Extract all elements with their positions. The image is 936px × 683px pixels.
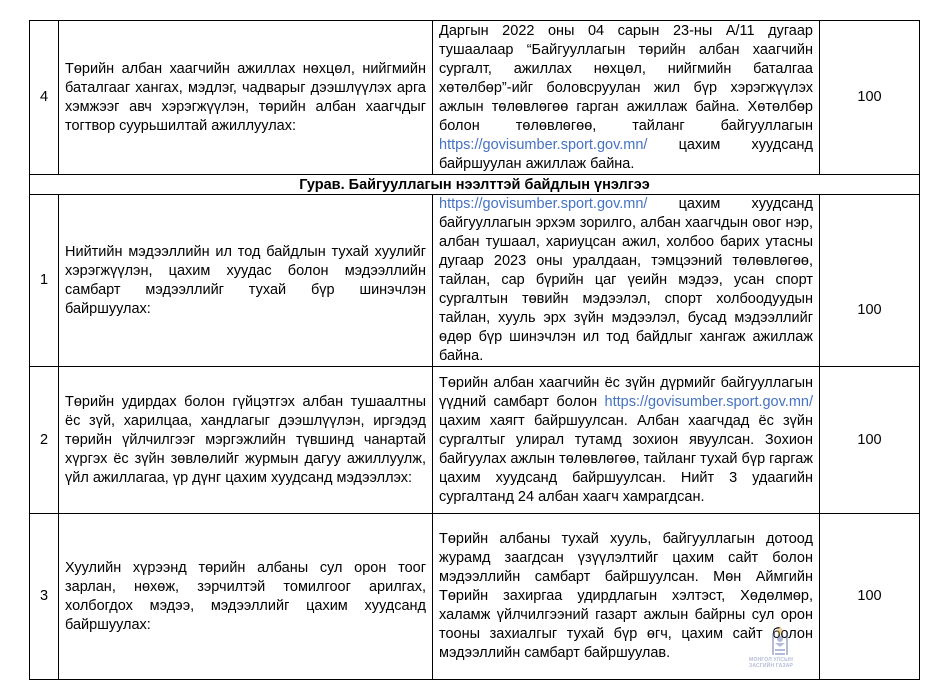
detail-text-end: цахим хаягт байршуулсан. Албан хаагчдад ёс зүйн сургалтыг улирал тутамд зохион явуулсан. Зохион байгуулах ажлын төлөвлөгөө, тайланг тухай бүр гаргаж цахим хуудсанд байршуулсан. Нийт 3 удаагийн сургалтанд 24 албан хаагч хамрагдсан.: [439, 412, 813, 505]
table-row: [30, 514, 920, 680]
implementation-detail: [433, 195, 820, 367]
watermark-line-2: ЗАСГИЙН ГАЗАР: [749, 663, 794, 669]
table-row: [30, 195, 920, 367]
detail-text: цахим хуудсанд байгууллагын эрхэм зорилго, албан хаагчдын овог нэр, албан тушаал, хариуцсан ажил, холбоо барих утасны дугаар 2023 оны уралдаан, тэмцээний төлөвлөгөө, тайлан, сар бүрийн цаг үеийн мэдээ, усан спорт сургалтын төвийн мэдээлэл, спорт холбоодуудын тайлан, хууль эрх зүйн мэдээлэл, бусад мэдээллийг өдөр бүр шинэчлэн ил тод байдлыг хангаж ажиллаж байна.: [439, 196, 813, 364]
score: 100: [820, 367, 920, 514]
task-description: Төрийн албан хаагчийн ажиллах нөхцөл, нийгмийн баталгааг хангах, мэдлэг, чадварыг дээшлүүлэх арга хэмжээг авч хэрэгжүүлэн, төрийн албан хаагчдыг тогтвор суурьшилтай ажиллуулах:: [59, 21, 433, 175]
implementation-detail: [433, 514, 820, 680]
detail-text: Даргын 2022 оны 04 сарын 23-ны А/11 дугаар тушаалаар “Байгууллагын төрийн албан хаагчийн сургалт, ажиллах нөхцөл, нийгмийн баталгаа хөтөлбөр”-ийг боловсруулан жил бүр хэрэгжүүлэх ажлын төлөвлөгөө гарган ажиллаж байна. Хөтөлбөр болон төлөвлөгөө, тайланг байгууллагын: [439, 22, 813, 134]
detail-text: Төрийн албан хаагчийн ёс зүйн дүрмийг байгууллагын үүдний самбарт болон: [439, 374, 813, 410]
row-number: 2: [30, 367, 59, 514]
implementation-detail: [433, 21, 820, 175]
implementation-detail: [433, 367, 820, 514]
score: 100: [820, 21, 920, 175]
score: 100: [820, 195, 920, 367]
detail-text: Төрийн албаны тухай хууль, байгууллагын дотоод журамд заагдсан үзүүлэлтийг цахим сайт болон мэдээллийн самбарт байршуулсан. Мөн Аймгийн Төрийн захиргаа удирдлагын хэлтэст, Хөдөлмөр, халамж үйлчилгээний газарт ажлын байрны сул орон тооны захиалгыг тухай бүр өгч, цахим сайт болон мэдээллийн самбарт байршуулав.: [439, 531, 813, 661]
watermark-line-1: МОНГОЛ УЛСЫН: [749, 657, 794, 663]
task-description: Хуулийн хүрээнд төрийн албаны сул орон тоог зарлан, нөхөж, зэрчилтэй томилгоог арилгах, холбогдох мэдээ, мэдээллийг цахим хуудсанд байршуулах:: [59, 514, 433, 680]
table-row: [30, 21, 920, 175]
task-description: Төрийн удирдах болон гүйцэтгэх албан тушаалтны ёс зүй, харилцаа, хандлагыг дээшлүүлэн, иргэдэд төрийн үйлчилгээг мэргэжлийн түвшинд чанартай хүргэх ёс зүйн зөвлөлийг журмын дагуу ажиллуулж, үйл ажиллагаа, үр дүнг цахим хуудсанд мэдээллэх:: [59, 367, 433, 514]
row-number: 4: [30, 21, 59, 175]
table-row: [30, 367, 920, 514]
task-description: Нийтийн мэдээллийн ил тод байдлын тухай хуулийг хэрэгжүүлэн, цахим хуудас болон мэдээллийн самбарт мэдээллийг тухай бүр шинэчлэн байршуулах:: [59, 195, 433, 367]
website-link[interactable]: https://govisumber.sport.gov.mn/: [439, 136, 648, 153]
evaluation-table: [29, 20, 920, 680]
section-header-row: [30, 175, 920, 195]
row-number: 1: [30, 195, 59, 367]
score: 100: [820, 514, 920, 680]
row-number: 3: [30, 514, 59, 680]
website-link[interactable]: https://govisumber.sport.gov.mn/: [604, 393, 813, 410]
section-title: Гурав. Байгууллагын нээлттэй байдлын үнэлгээ: [30, 175, 920, 195]
website-link[interactable]: https://govisumber.sport.gov.mn/: [439, 196, 648, 212]
detail-text-end: цахим хуудсанд байршуулан ажиллаж байна.: [439, 136, 813, 172]
